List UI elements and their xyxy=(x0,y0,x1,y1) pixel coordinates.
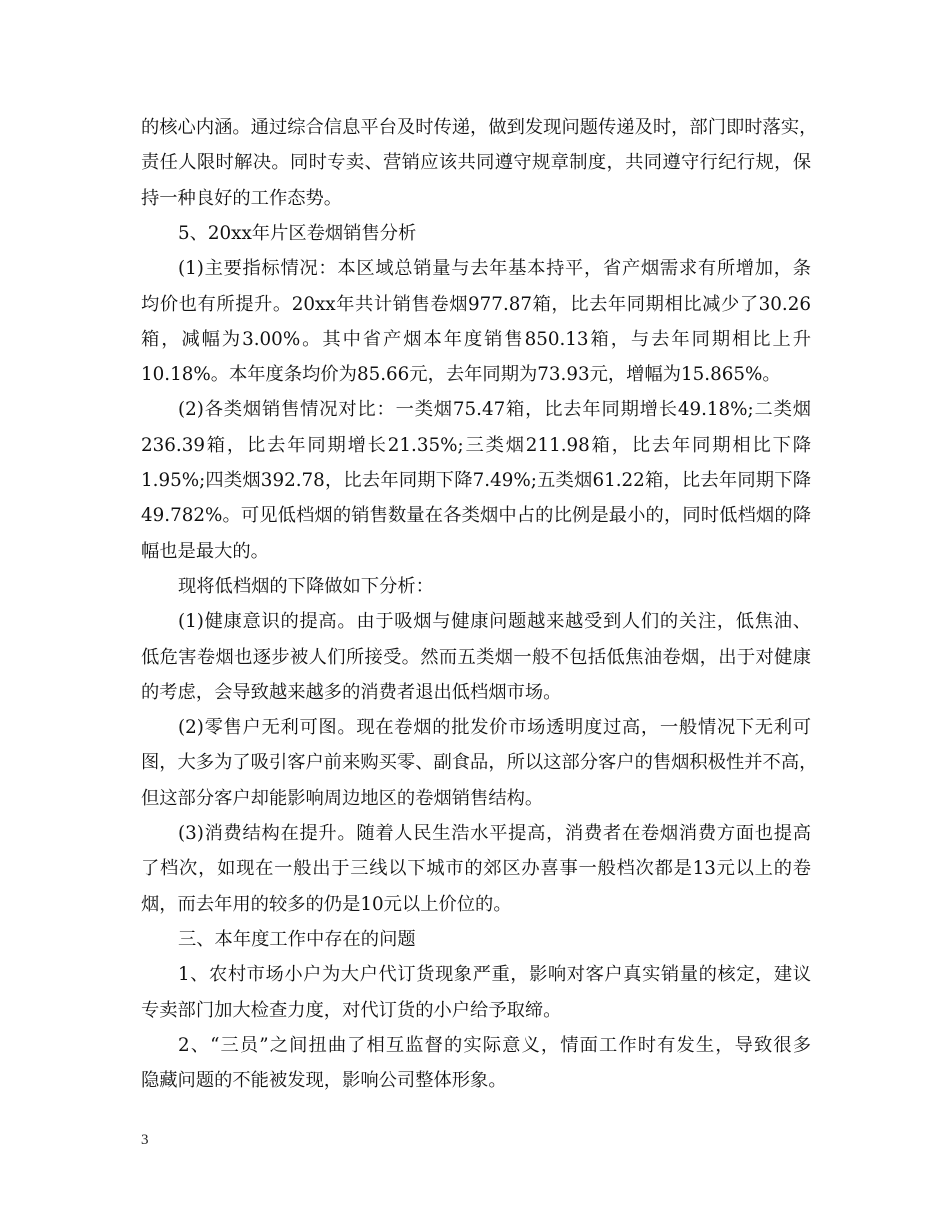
text-line: 幅也是最大的。 xyxy=(141,540,269,562)
text-line: 责任人限时解决。同时专卖、营销应该共同遵守规章制度，共同遵守行纪行规，保 xyxy=(141,152,811,174)
text-line: 的考虑，会导致越来越多的消费者退出低档烟市场。 xyxy=(141,681,562,703)
text-line: 10.18%。本年度条均价为85.66元，去年同期为73.93元，增幅为15.865%。 xyxy=(141,364,781,386)
text-line: 但这部分客户却能影响周边地区的卷烟销售结构。 xyxy=(141,787,544,809)
text-line: 5、20xx年片区卷烟销售分析 xyxy=(178,222,417,244)
text-line: 2、“三员”之间扭曲了相互监督的实际意义，情面工作时有发生，导致很多 xyxy=(178,1034,811,1056)
text-line: 的核心内涵。通过综合信息平台及时传递，做到发现问题传递及时，部门即时落实， xyxy=(141,117,818,138)
text-line: (3)消费结构在提升。随着人民生浩水平提高，消费者在卷烟消费方面也提高 xyxy=(178,823,811,844)
text-line: (1)健康意识的提高。由于吸烟与健康问题越来越受到人们的关注，低焦油、 xyxy=(178,611,811,633)
text-line: (1)主要指标情况：本区域总销量与去年基本持平，省产烟需求有所增加，条 xyxy=(178,258,811,280)
text-line: 1、农村市场小户为大户代订货现象严重，影响对客户真实销量的核定，建议 xyxy=(178,964,811,986)
text-line: 均价也有所提升。20xx年共计销售卷烟977.87箱，比去年同期相比减少了30.26 xyxy=(141,293,811,315)
text-line: 隐藏问题的不能被发现，影响公司整体形象。 xyxy=(141,1070,507,1092)
text-line: 图，大多为了吸引客户前来购买零、副食品，所以这部分客户的售烟积极性并不高， xyxy=(141,752,818,774)
text-line: (2)零售户无利可图。现在卷烟的批发价市场透明度过高，一般情况下无利可 xyxy=(178,717,811,739)
text-line: (2)各类烟销售情况对比：一类烟75.47箱，比去年同期增长49.18%;二类烟 xyxy=(178,399,811,421)
text-line: 236.39箱，比去年同期增长21.35%;三类烟211.98箱，比去年同期相比下降 xyxy=(141,434,811,456)
text-line: 1.95%;四类烟392.78，比去年同期下降7.49%;五类烟61.22箱，比去年同期下降 xyxy=(141,470,811,491)
text-line: 专卖部门加大检查力度，对代订货的小户给予取缔。 xyxy=(141,999,562,1021)
page-number: 3 xyxy=(141,1132,149,1148)
text-line: 烟，而去年用的较多的仍是10元以上价位的。 xyxy=(141,893,512,915)
text-line: 三、本年度工作中存在的问题 xyxy=(178,928,416,950)
text-line: 49.782%。可见低档烟的销售数量在各类烟中占的比例是最小的，同时低档烟的降 xyxy=(141,505,811,527)
text-line: 了档次，如现在一般出于三线以下城市的郊区办喜事一般档次都是13元以上的卷 xyxy=(141,858,811,880)
text-line: 箱，减幅为3.00%。其中省产烟本年度销售850.13箱，与去年同期相比上升 xyxy=(141,328,811,350)
text-line: 低危害卷烟也逐步被人们所接受。然而五类烟一般不包括低焦油卷烟，出于对健康 xyxy=(141,646,811,668)
text-line: 现将低档烟的下降做如下分析： xyxy=(178,575,434,597)
text-line: 持一种良好的工作态势。 xyxy=(141,187,343,209)
